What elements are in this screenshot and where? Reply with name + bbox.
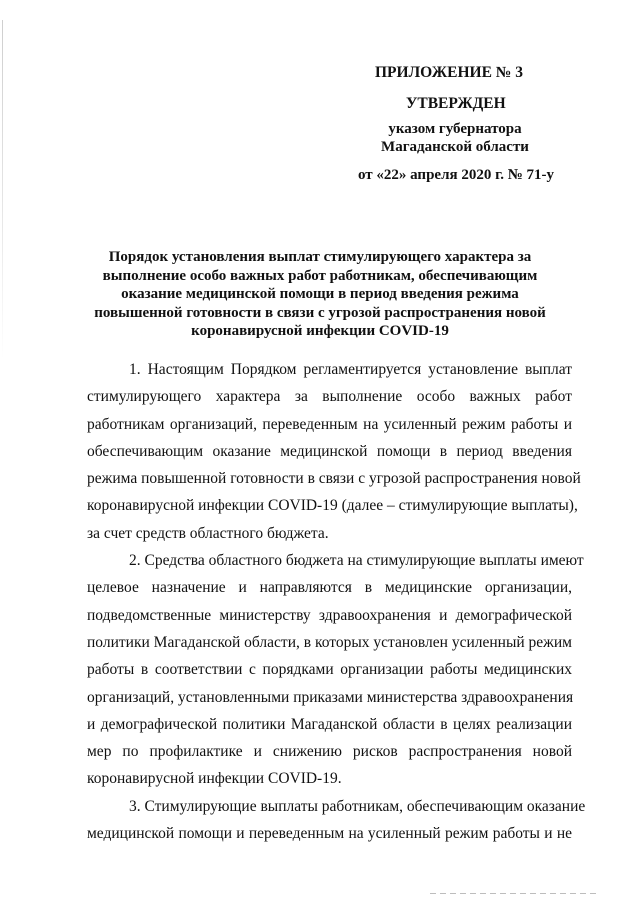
decree-line-2: Магаданской области xyxy=(381,139,529,155)
title-line: оказание медицинской помощи в период введения режима xyxy=(121,286,519,302)
body-line: стимулирующего характера за выполнение особо важных работ xyxy=(87,388,572,406)
body-line: коронавирусной инфекции COVID-19 (далее – стимулирующие выплаты), xyxy=(87,497,578,515)
body-line: организаций, установленными приказами министерства здравоохранения xyxy=(87,688,574,706)
title-line: Порядок установления выплат стимулирующего характера за xyxy=(108,249,532,265)
body-line: и демографической политики Магаданской области в целях реализации xyxy=(87,715,572,733)
appendix-number: ПРИЛОЖЕНИЕ № 3 xyxy=(375,64,523,81)
scan-edge-mark xyxy=(2,20,3,360)
document-body xyxy=(87,356,586,847)
body-line: 2. Средства областного бюджета на стимулирующие выплаты имеют xyxy=(129,552,584,570)
decree-reference xyxy=(340,120,570,156)
body-line: политики Магаданской области, в которых установлен усиленный режим xyxy=(87,633,572,651)
title-line: повышенной готовности в связи с угрозой распространения новой xyxy=(94,304,546,321)
scan-footer-mark xyxy=(430,893,600,894)
body-line: режима повышенной готовности в связи с угрозой распространения новой xyxy=(87,470,581,488)
decree-date-number: от «22» апреля 2020 г. № 71-у xyxy=(357,167,555,183)
title-line: выполнение особо важных работ работникам, обеспечивающим xyxy=(102,267,538,284)
approved-label: УТВЕРЖДЕН xyxy=(406,95,506,112)
document-title xyxy=(80,248,560,341)
body-line: 3. Стимулирующие выплаты работникам, обеспечивающим оказание xyxy=(129,797,586,815)
body-line: подведомственные министерству здравоохранения и демографической xyxy=(87,606,572,624)
body-line: мер по профилактике и снижению рисков распространения новой xyxy=(87,743,572,761)
body-line: 1. Настоящим Порядком регламентируется установление выплат xyxy=(129,361,572,378)
body-line: работникам организаций, переведенным на усиленный режим работы и xyxy=(87,415,572,433)
decree-line-1: указом губернатора xyxy=(388,121,522,137)
title-line: коронавирусной инфекции COVID-19 xyxy=(191,323,449,339)
body-line: за счет средств областного бюджета. xyxy=(87,524,329,542)
body-line: целевое назначение и направляются в медицинские организации, xyxy=(87,579,572,597)
body-line: коронавирусной инфекции COVID-19. xyxy=(87,770,342,788)
body-line: работы в соответствии с порядками организации работы медицинских xyxy=(87,661,572,679)
body-line: обеспечивающим оказание медицинской помощи в период введения xyxy=(87,442,572,460)
body-line: медицинской помощи и переведенным на усиленный режим работы и не xyxy=(87,825,572,843)
